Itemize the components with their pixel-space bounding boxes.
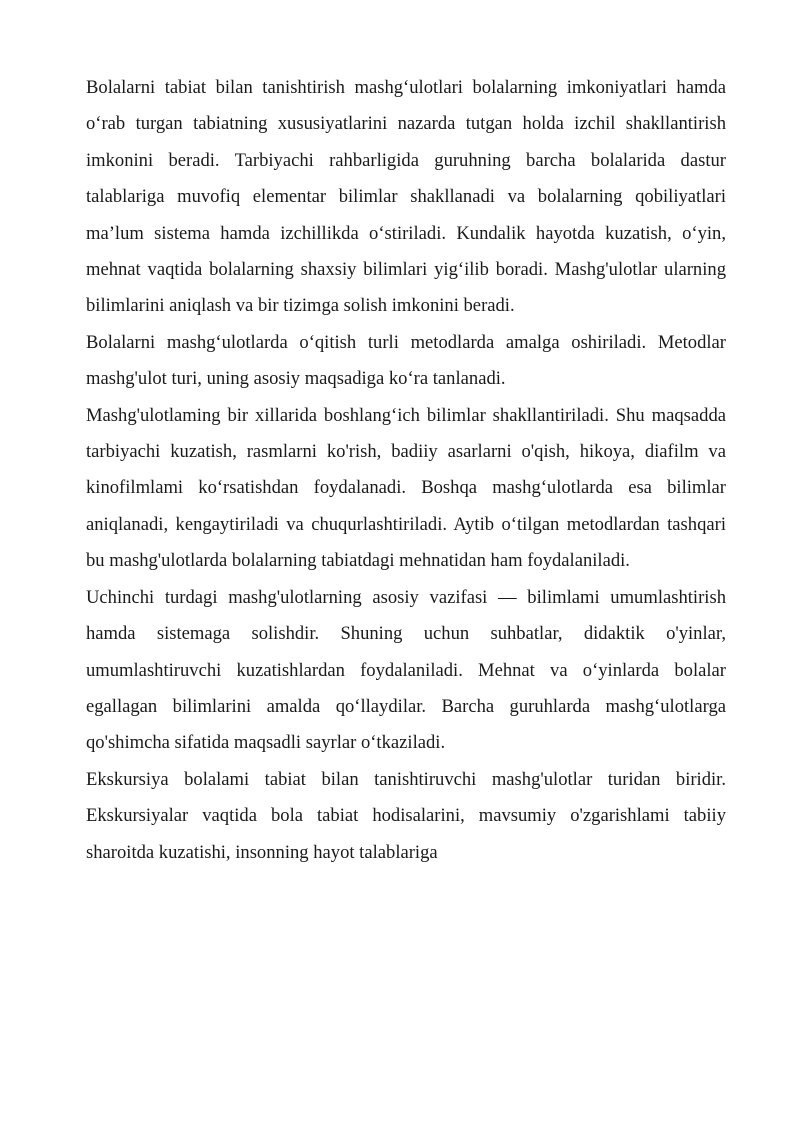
- document-page: [86, 70, 726, 871]
- paragraph-methods: Bolalarni mashg‘ulotlarda o‘qitish turli metodlarda amalga oshiriladi. Metodlar mashg'ulot turi, uning asosiy maqsadiga ko‘ra tanlanadi.: [86, 331, 726, 390]
- paragraph-generalization: Uchinchi turdagi mashg'ulotlarning asosiy vazifasi — bilimlami umumlashtirish hamda sistemaga solishdir. Shuning uchun suhbatlar, didaktik o'yinlar, umumlashtiruvchi kuzatishlardan foydalaniladi. Mehnat va o‘yinlarda bolalar egallagan bilimlarini amalda qo‘llaydilar. Barcha guruhlarda mashg‘ulotlarga qo'shimcha sifatida maqsadli sayrlar o‘tkaziladi.: [86, 586, 726, 754]
- paragraph-intro: Bolalarni tabiat bilan tanishtirish mashg‘ulotlari bolalarning imkoniyatlari hamda o‘rab turgan tabiatning xususiyatlarini nazarda tutgan holda izchil shakllantirish imkonini beradi. Tarbiyachi rahbarligida guruhning barcha bolalarida dastur talablariga muvofiq elementar bilimlar shakllanadi va bolalarning qobiliyatlari ma’lum sistema hamda izchillikda o‘stiriladi. Kundalik hayotda kuzatish, o‘yin, mehnat vaqtida bolalarning shaxsiy bilimlari yig‘ilib boradi. Mashg'ulotlar ularning bilimlarini aniqlash va bir tizimga solish imkonini beradi.: [86, 77, 726, 317]
- paragraph-initial-knowledge: Mashg'ulotlaming bir xillarida boshlang‘ich bilimlar shakllantiriladi. Shu maqsadda tarbiyachi kuzatish, rasmlarni ko'rish, badiiy asarlarni o'qish, hikoya, diafilm va kinofilmlami ko‘rsatishdan foydalanadi. Boshqa mashg‘ulotlarda esa bilimlar aniqlanadi, kengaytiriladi va chuqurlashtiriladi. Aytib o‘tilgan metodlardan tashqari bu mashg'ulotlarda bolalarning tabiatdagi mehnatidan ham foydalaniladi.: [86, 404, 726, 572]
- paragraph-excursion: Ekskursiya bolalami tabiat bilan tanishtiruvchi mashg'ulotlar turidan biridir. Ekskursiyalar vaqtida bola tabiat hodisalarini, mavsumiy o'zgarishlami tabiiy sharoitda kuzatishi, insonning hayot talablariga: [86, 768, 726, 863]
